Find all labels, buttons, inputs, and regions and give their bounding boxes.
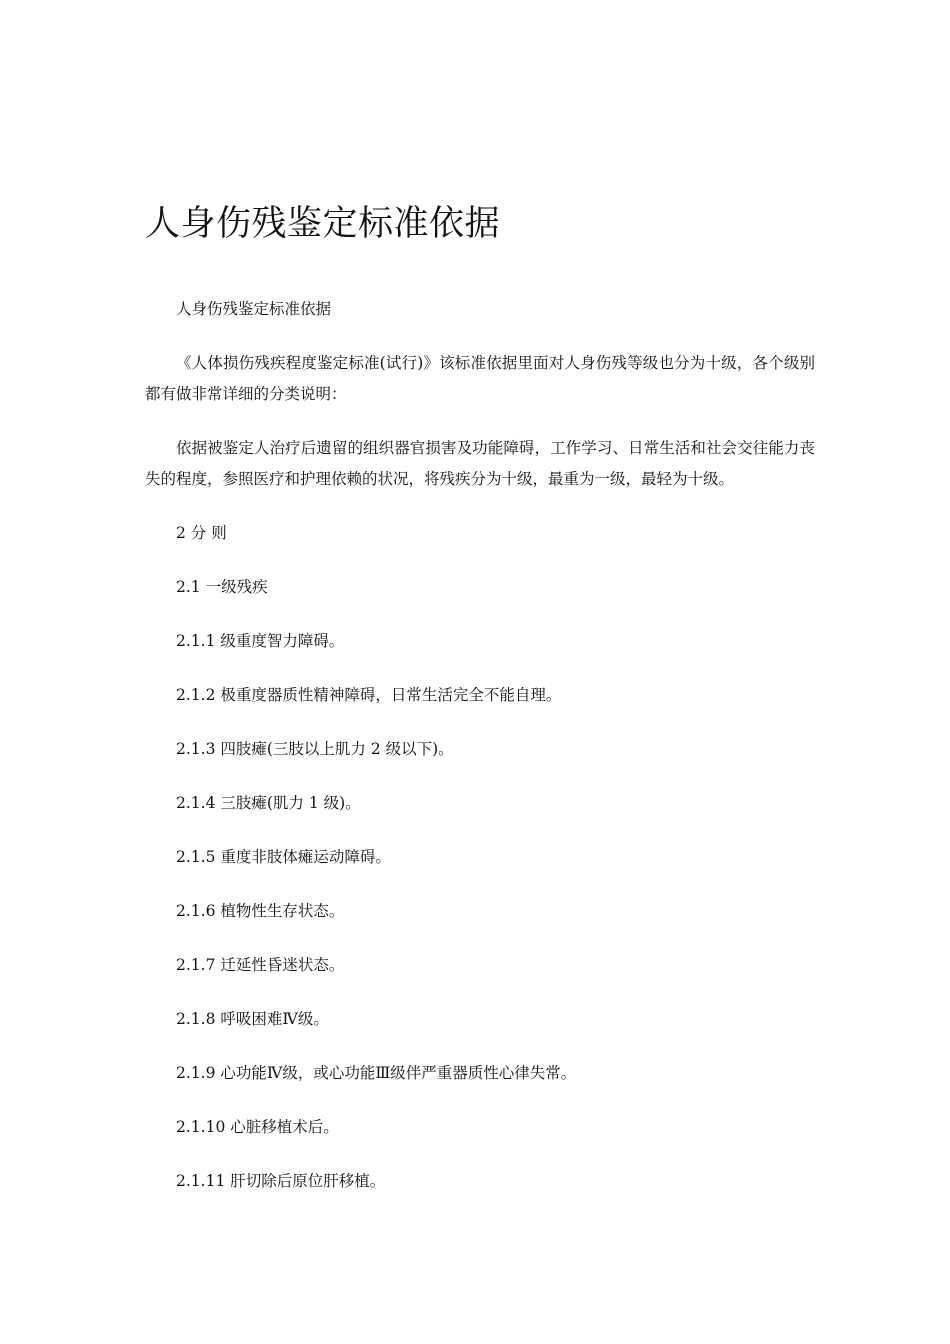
document-body bbox=[145, 294, 815, 1220]
list-item: 2.1.9 心功能Ⅳ级，或心功能Ⅲ级伴严重器质性心律失常。 bbox=[176, 1064, 577, 1082]
subsection-heading: 2.1 一级残疾 bbox=[176, 578, 268, 596]
list-item: 2.1.4 三肢瘫(肌力 1 级)。 bbox=[176, 794, 361, 812]
list-item: 2.1.3 四肢瘫(三肢以上肌力 2 级以下)。 bbox=[176, 740, 454, 758]
paragraph-subtitle: 人身伤残鉴定标准依据 bbox=[176, 300, 332, 318]
paragraph-grading-basis: 依据被鉴定人治疗后遗留的组织器官损害及功能障碍，工作学习、日常生活和社会交往能力丧失的程度，参照医疗和护理依赖的状况，将残疾分为十级，最重为一级，最轻为十级。 bbox=[145, 439, 815, 488]
paragraph-standard-intro: 《人体损伤残疾程度鉴定标准(试行)》该标准依据里面对人身伤残等级也分为十级，各个级别都有做非常详细的分类说明： bbox=[145, 354, 815, 403]
list-item: 2.1.2 极重度器质性精神障碍，日常生活完全不能自理。 bbox=[176, 686, 562, 704]
list-item: 2.1.1 级重度智力障碍。 bbox=[176, 632, 345, 650]
list-item: 2.1.6 植物性生存状态。 bbox=[176, 902, 345, 920]
list-item: 2.1.10 心脏移植术后。 bbox=[176, 1118, 339, 1136]
list-item: 2.1.8 呼吸困难Ⅳ级。 bbox=[176, 1010, 329, 1028]
list-item: 2.1.7 迁延性昏迷状态。 bbox=[176, 956, 345, 974]
list-item: 2.1.11 肝切除后原位肝移植。 bbox=[176, 1172, 386, 1190]
list-item: 2.1.5 重度非肢体瘫运动障碍。 bbox=[176, 848, 391, 866]
section-heading: 2 分 则 bbox=[176, 524, 227, 542]
document-title: 人身伤残鉴定标准依据 bbox=[145, 204, 501, 244]
